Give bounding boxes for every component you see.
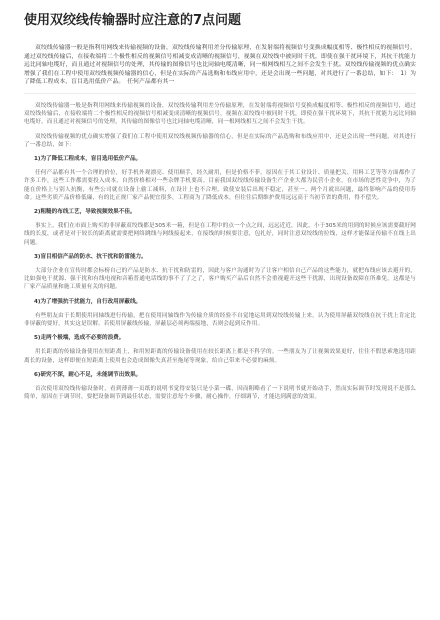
section-body: 首次使用双绞线传输设备时，看到薄薄一页纸的说明书觉得安装只是小菜一碟，因而粗略看了一下说明书就开始动手，然而实际调节时发现说不是那么简单，原因在于调节时，要把设备调节到最佳状态，需要注意每个步骤，耐心操作，仔细调节，才能达到满意的效果。 bbox=[24, 386, 416, 401]
section-heading: 4)为了增强抗干扰能力，自行改用屏蔽线。 bbox=[34, 298, 142, 305]
section-2 bbox=[24, 208, 416, 247]
section-heading: 5)走两个极端，选成不必要的浪费。 bbox=[34, 335, 125, 342]
section-1 bbox=[24, 155, 416, 202]
section-heading: 2)粗糙的布线工艺，导致视频效果不佳。 bbox=[34, 209, 136, 215]
section-body: 有些朋友由于长期使用同轴线进行传输，把在使用同轴线作为传输介质的经验不自觉地运用到双绞线传输上来，认为使用屏蔽双绞线在抗干扰上肯定比非屏蔽的要好，其实这是误解。若使用屏蔽线传输，屏蔽层必须两端接地，否则会起到反作用。 bbox=[24, 312, 416, 328]
section-5 bbox=[24, 334, 416, 365]
body-paragraph: 双绞线传输视频的优点确实增强了我们在工程中使用双绞线视频传输器的信心，但是在实际的产品选购和布线应用中，还是会出现一些问题，对其进行了一番总结，如下： bbox=[24, 133, 416, 148]
section-heading: 3)盲目相信产品的防水、抗干扰和防雷能力。 bbox=[34, 253, 147, 260]
section-heading: 6)研究不深，耐心不足，未能调节出效果。 bbox=[34, 371, 142, 378]
section-heading: 1)为了降低工程成本，盲目选用低价产品。 bbox=[34, 155, 142, 162]
divider bbox=[24, 93, 416, 94]
body-paragraph: 双绞线传输器一般是指利用网线来传输视频的设备，双绞线传输利用差分传输原理，在发射端将视频信号变换成幅度相等、极性相反的视频信号，通过双绞线传输后，在接收端将二个极性相反的视频信号相减变成清晰的视频信号，视频在双绞线中被同时干扰，即使在强干扰环境下，其抗干扰能力远比同轴电缆好，而且通过对视频信号的处理，其传输的图像信号也比同轴电缆清晰，同一根网线相互之间不会发生干扰。 bbox=[24, 102, 416, 126]
section-4 bbox=[24, 298, 416, 329]
section-body: 事实上，我们在市面上购买的非屏蔽双绞线都是305米一箱，但是在工程中的点一个点之间，远远近近，因此，小于305米的用到的时候应该需要截好网线的长度，或者是对于较长的距离就需要把网络跳线与网线接起来，在接线的时候要注意，包扎好，同时注意双绞线的拉线，这样才能保证传输不在线上出问题。 bbox=[24, 223, 416, 246]
page-title: 使用双绞线传输器时应注意的7点问题 bbox=[24, 13, 242, 28]
section-body: 任何产品都有其一个合理的价位，好手机外观漂亮、使用顺手，经久耐用，但是价格不菲，原因在于其工业设计、质量把关、用料工艺等等方面都作了许多工作，这些工作都需要投入成本，自然价格相对一些杂牌手机要高。目前我国双绞线传输设备生产企业大都为民营小企业，在市场的恶性竞争中，为了能在价格上与别人抗衡，有些公司就在设备上偷工减料，在设计上也不合理，致使安装后出现不稳定，甚至一、两个月就出问题，最终影响产品的使用寿命。这些劣质产品价格低廉，有的比正规厂家产品便宜很多，工程商为了降低成本，但往往后期维护费用远远高于当初节省的费用，得不偿失。 bbox=[24, 170, 416, 201]
section-body: 大部分企业在宣传时都会标榜自己的产品是防水、抗干扰和防雷的，因此与客户沟通时为了让客户相信自己产品的这些能力，就把布线应该去避开的，比如强电干扰源、强干扰和有线电视和音箱普通电话线的事不了了之了，客户购买产品后自然不会重视避开这些干扰源，出现设备故障在所难免。这都是与厂家产品质量和施工质量有关的问题。 bbox=[24, 268, 416, 291]
section-6 bbox=[24, 371, 416, 402]
section-body: 用长距离的传输设备使用在短距离上，和用短距离的传输设备使用在较长距离上都是不科学的。一些朋友为了让视频效果更好，往往不假思索地选用距离长的设备，这样即便在短距离上使用也会造成图像失真甚至拖尾等现象，给自己带来不必要的麻烦。 bbox=[24, 349, 416, 364]
section-3 bbox=[24, 253, 416, 292]
intro-paragraph: 双绞线传输器一般是指利用网线来传输视频的设备，双绞线传输利用差分传输原理，在发射端将视频信号变换成幅度相等、极性相反的视频信号，通过双绞线传输后，在接收端将二个极性相反的视频信号相减变成清晰的视频信号，视频在双绞线中被同时干扰，即使在强干扰环境下，其抗干扰能力远比同轴电缆好，而且通过对视频信号的处理，其传输的图像信号也比同轴电缆清晰，同一根网线相互之间不会发生干扰。双绞线传输视频的优点确实增强了我们在工程中使用双绞线视频传输器的信心，但是在实际的产品选购和布线应用中，还是会出现一些问题，对其进行了一番总结，如下： 1）为了降低工程成本，盲目选用低价产品。 任何产品都有其一 bbox=[24, 45, 416, 86]
